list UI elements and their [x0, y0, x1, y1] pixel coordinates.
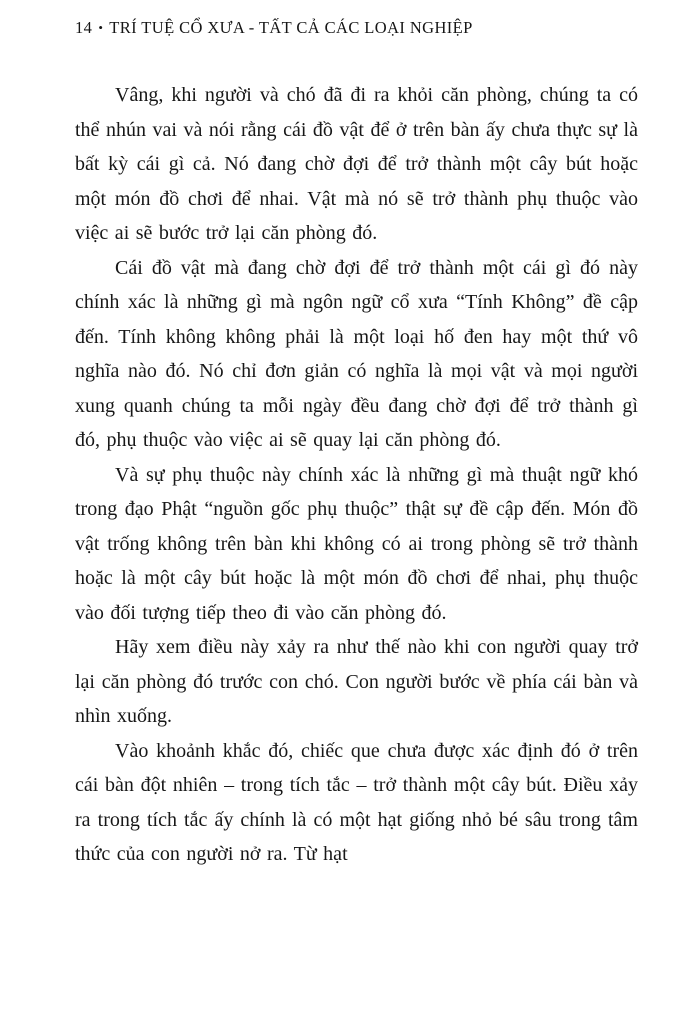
page-body — [75, 78, 638, 872]
bullet-separator-icon: • — [98, 20, 104, 35]
paragraph-5: Vào khoảnh khắc đó, chiếc que chưa được xác định đó ở trên cái bàn đột nhiên – trong tích tắc – trở thành một cây bút. Điều xảy ra trong tích tắc ấy chính là có một hạt giống nhỏ bé sâu trong tâm thức của con người nở ra. Từ hạt — [75, 739, 638, 865]
page-number: 14 — [75, 18, 93, 37]
paragraph-1: Vâng, khi người và chó đã đi ra khỏi căn phòng, chúng ta có thể nhún vai và nói rằng cái đồ vật để ở trên bàn ấy chưa thực sự là bất kỳ cái gì cả. Nó đang chờ đợi để trở thành một cây bút hoặc một món đồ chơi để nhai. Vật mà nó sẽ trở thành phụ thuộc vào việc ai sẽ bước trở lại căn phòng đó. — [75, 84, 638, 244]
paragraph-3: Và sự phụ thuộc này chính xác là những gì mà thuật ngữ khó trong đạo Phật “nguồn gốc phụ thuộc” thật sự đề cập đến. Món đồ vật trống không trên bàn khi không có ai trong phòng sẽ trở thành hoặc là một cây bút hoặc là một món đồ chơi để nhai, phụ thuộc vào đối tượng tiếp theo đi vào căn phòng đó. — [75, 463, 638, 624]
paragraph-2: Cái đồ vật mà đang chờ đợi để trở thành một cái gì đó này chính xác là những gì mà ngôn ngữ cổ xưa “Tính Không” đề cập đến. Tính không không phải là một loại hố đen hay một thứ vô nghĩa nào đó. Nó chỉ đơn giản có nghĩa là mọi vật và mọi người xung quanh chúng ta mỗi ngày đều đang chờ đợi để trở thành gì đó, phụ thuộc vào việc ai sẽ quay lại căn phòng đó. — [75, 256, 638, 451]
running-title: TRÍ TUỆ CỔ XƯA - TẤT CẢ CÁC LOẠI NGHIỆP — [109, 18, 473, 37]
paragraph-4: Hãy xem điều này xảy ra như thế nào khi con người quay trở lại căn phòng đó trước con chó. Con người bước về phía cái bàn và nhìn xuống. — [75, 636, 638, 727]
running-header — [75, 18, 638, 38]
